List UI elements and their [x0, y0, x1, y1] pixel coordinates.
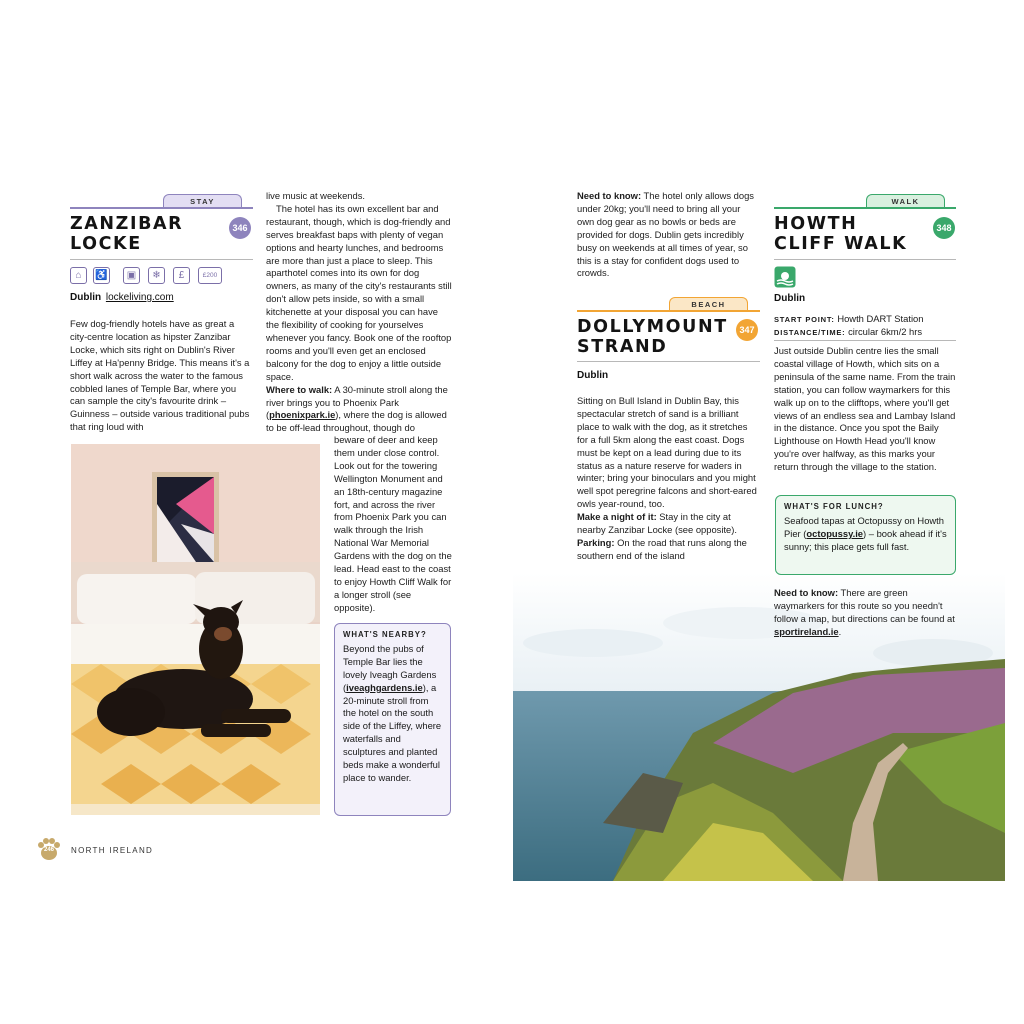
- cost-200-icon: £200: [198, 267, 222, 284]
- info-divider: [774, 340, 956, 341]
- intro-paragraph: Few dog-friendly hotels have as great a city-centre location as hipster Zanzibar Locke, which sits right on Dublin's River Liffey at Ha'penny Bridge. This means it's a short walk across the water to the famous cobbled lanes of Temple Bar, where you can sample the city's favourite drink – Guinness – outside various traditional pubs that ring loud with: [70, 318, 250, 433]
- title-divider: [70, 259, 253, 260]
- title-divider: [577, 361, 760, 362]
- bus-icon: ▣: [123, 267, 140, 284]
- section-rule: [774, 207, 956, 209]
- phoenix-park-link[interactable]: phoenixpark.ie: [269, 409, 336, 421]
- venue-location: Dublin: [774, 293, 806, 304]
- entry-number-badge: 346: [229, 217, 251, 239]
- category-tag-walk: WALK: [866, 194, 945, 208]
- category-tag-beach: BEACH: [669, 297, 748, 311]
- website-link[interactable]: lockeliving.com: [105, 292, 174, 303]
- section-rule: [577, 310, 760, 312]
- entry-number-badge: 348: [933, 217, 955, 239]
- title-divider: [774, 259, 956, 260]
- octopussy-link[interactable]: octopussy.ie: [806, 527, 864, 539]
- distance-time: DISTANCE/TIME: circular 6km/2 hrs: [774, 326, 923, 337]
- venue-title-zanzibar-locke: ZANZIBAR LOCKE: [70, 214, 184, 254]
- pound-sign-icon: £: [173, 267, 190, 284]
- coast-sun-icon: [774, 266, 796, 288]
- page-number: 246: [43, 847, 54, 853]
- footer-region: NORTH IRELAND: [71, 846, 154, 855]
- venue-location: Dublin: [577, 370, 609, 381]
- iveagh-gardens-link[interactable]: iveaghgardens.ie: [346, 681, 423, 693]
- wheelchair-icon: ♿: [93, 267, 110, 284]
- venue-title-dollymount-strand: DOLLYMOUNT STRAND: [577, 317, 728, 357]
- venue-location: Dublin lockeliving.com: [70, 292, 174, 303]
- left-column-2: live music at weekends. The hotel has its own excellent bar and restaurant, though, which is dog-friendly and serves breakfast baps with plenty of vegan options and hearty lunches, and bedrooms are more than just a place to sleep. This aparthotel comes into its own for dog owners, as many of the city's restaurants still don't allow pets inside, so with a small kitchenette at your disposal you can have the flexibility of cooking for yourselves whenever you fancy. Book one of the rooftop rooms and you'll even get an enclosed balcony for the dog to enjoy a little outside space. Where to walk: A 30-minute stroll along the river brings you to Phoenix Park (phoenixpark.ie), where the dog is allowed to be off-lead throughout, though do: [266, 190, 452, 434]
- walk-description: Just outside Dublin centre lies the small coastal village of Howth, which sits on a peninsula of the same name. From the train station, you can follow waymarkers for this walk up on to the clifftops, where you'll get views of an endless sea and Lambay Island in the distance. Once you spot the Baily Lighthouse on Howth Head you'll know you're over halfway, as this marks your return through the village to the station.: [774, 345, 956, 473]
- sportireland-link[interactable]: sportireland.ie: [774, 625, 839, 637]
- walk-continued: beware of deer and keep them under close control. Look out for the towering Wellington Monument and an 18th-century magazine fort, and across the river from Phoenix Park you can walk through the Irish National War Memorial Gardens with the dog on the lead. Head east to the coast to enjoy Howth Cliff Walk for a longer stroll (see opposite).: [334, 434, 452, 613]
- beach-description: Sitting on Bull Island in Dublin Bay, this spectacular stretch of sand is a brilliant place to walk with the dog, as it stretches for a full 5km along the east coast. Dogs must be kept on a lead during due to its status as a nature reserve for waders in winter; bring your binoculars and you might well spot peregrine falcons and short-eared owls year-round, too. Make a night of it: Stay in the city at nearby Zanzibar Locke (see opposite). Parking: On the road that runs along the southern end of the island: [577, 395, 757, 561]
- venue-title-howth-cliff-walk: HOWTH CLIFF WALK: [774, 214, 908, 254]
- category-tag-stay: STAY: [163, 194, 242, 208]
- hotel-dog-photo: [71, 444, 320, 815]
- entry-number-badge: 347: [736, 319, 758, 341]
- dog-house-icon: ⌂: [70, 267, 87, 284]
- section-rule: [70, 207, 253, 209]
- whats-nearby-box: WHAT'S NEARBY? Beyond the pubs of Temple Bar lies the lovely Iveagh Gardens (iveaghgardens.ie), a 20-minute stroll from the hotel on the south side of the Liffey, where waterfalls and sculptures and planted beds make a wonderful place to wander.: [334, 623, 451, 816]
- whats-for-lunch-box: WHAT'S FOR LUNCH? Seafood tapas at Octopussy on Howth Pier (octopussy.ie) – book ahead if it's sunny; this place gets full fast.: [775, 495, 956, 575]
- snowflake-icon: ❄: [148, 267, 165, 284]
- start-point: START POINT: Howth DART Station: [774, 313, 924, 324]
- need-to-know-paragraph: Need to know: The hotel only allows dogs under 20kg; you'll need to bring all your own dog gear as no bowls or beds are provided for dogs. Dublin gets incredibly busy on weekends at all times of year, so this is a stay for confident dogs used to crowds.: [577, 190, 754, 279]
- dog-photo-illustration: [71, 444, 320, 815]
- need-to-know-walk: Need to know: There are green waymarkers for this route so you needn't follow a map, but directions can be found at sportireland.ie.: [774, 587, 955, 637]
